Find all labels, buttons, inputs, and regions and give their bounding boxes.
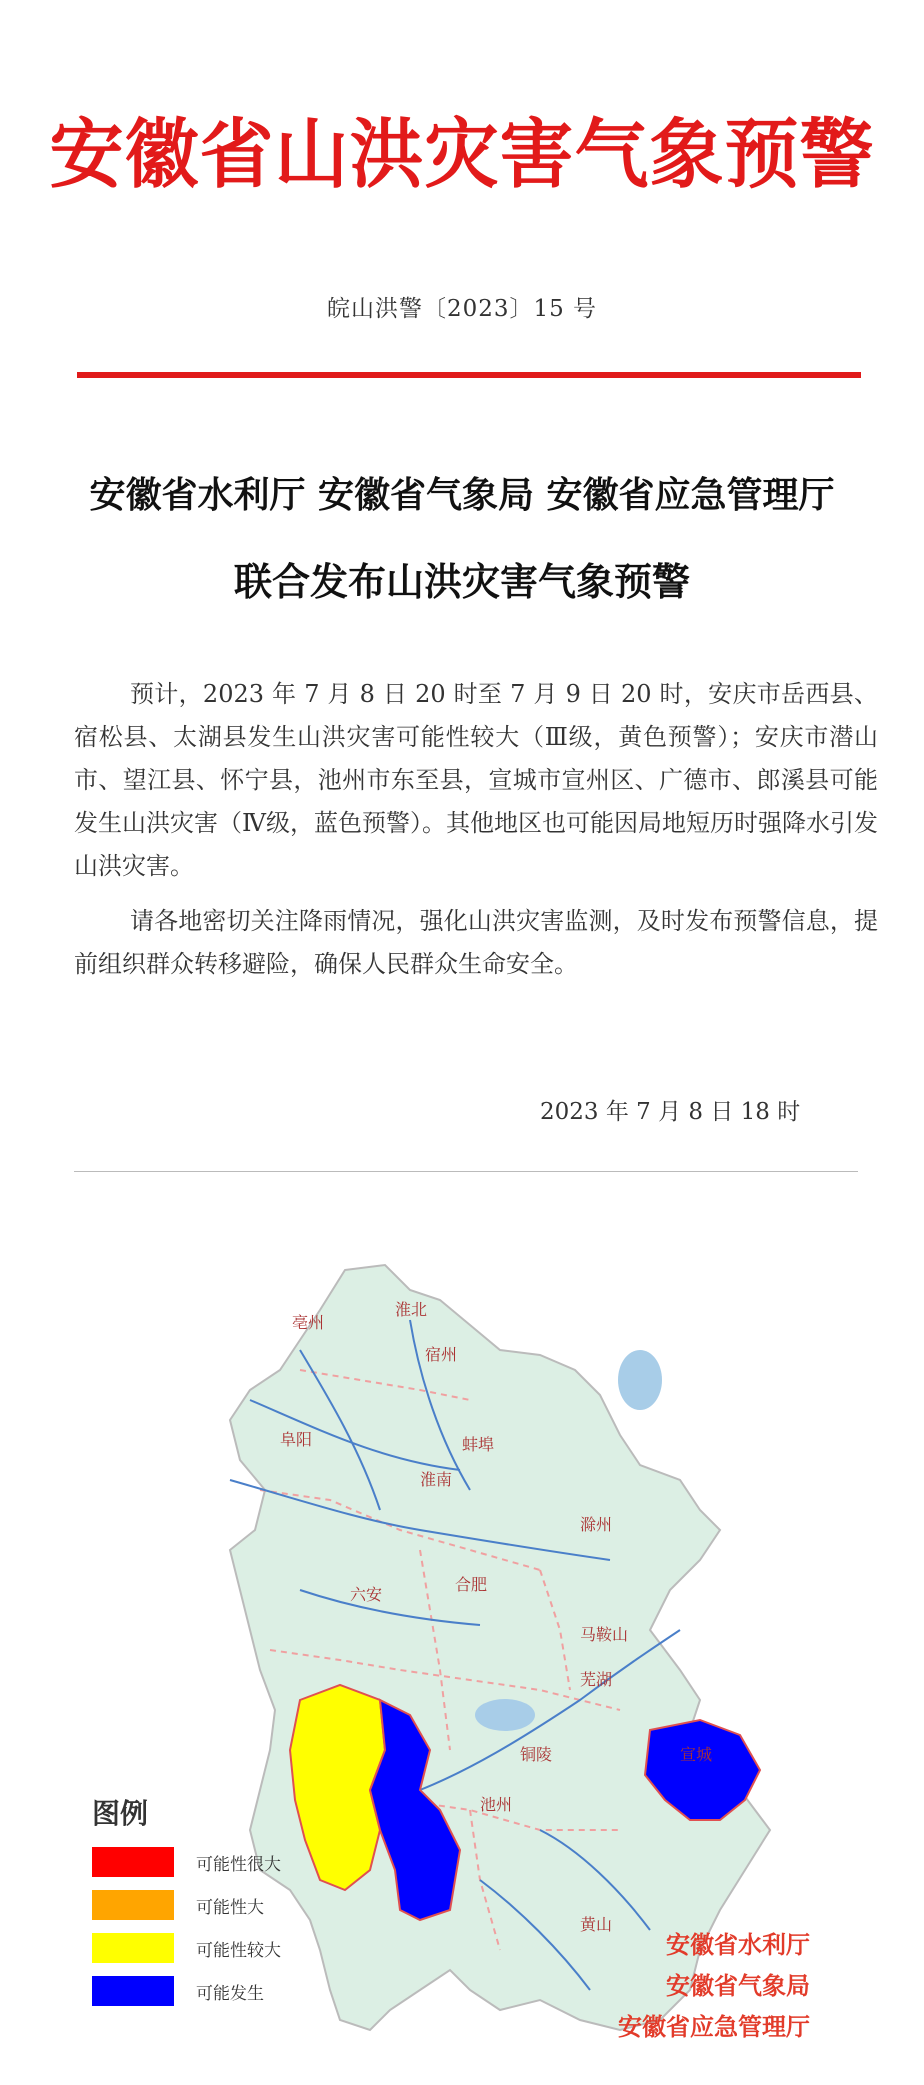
document-title: 安徽省山洪灾害气象预警	[49, 111, 875, 199]
document-number: 皖山洪警〔2023〕15 号	[326, 296, 598, 322]
legend-label: 可能发生	[196, 1983, 264, 2004]
city-label: 蚌埠	[462, 1435, 495, 1454]
legend-swatch-yellow	[92, 1933, 174, 1963]
city-label: 淮北	[395, 1300, 428, 1319]
legend-swatch-blue	[92, 1976, 174, 2006]
city-label: 淮南	[420, 1470, 453, 1489]
legend-label: 可能性较大	[196, 1940, 281, 1961]
city-label: 马鞍山	[580, 1625, 629, 1644]
city-label: 滁州	[580, 1515, 613, 1534]
city-label: 铜陵	[520, 1745, 553, 1764]
hongze-lake	[618, 1350, 662, 1410]
advice-paragraph: 请各地密切关注降雨情况，强化山洪灾害监测，及时发布预警信息，提前组织群众转移避险，确保人民群众生命安全。	[74, 907, 878, 978]
gray-divider	[74, 1171, 858, 1172]
city-label: 黄山	[580, 1915, 613, 1934]
legend-item	[92, 1846, 281, 1878]
city-label: 宣城	[680, 1745, 713, 1764]
headline-subtitle: 联合发布山洪灾害气象预警	[233, 559, 690, 604]
issuing-agencies: 安徽省水利厅 安徽省气象局 安徽省应急管理厅	[89, 474, 835, 516]
chaohu-lake	[475, 1699, 535, 1731]
city-label: 阜阳	[280, 1430, 313, 1449]
city-label: 芜湖	[580, 1670, 613, 1689]
issue-date: 2023 年 7 月 8 日 18 时	[540, 1099, 801, 1125]
legend-swatch-orange	[92, 1890, 174, 1920]
city-label: 亳州	[292, 1313, 325, 1332]
legend-title: 图例	[92, 1797, 149, 1830]
legend-swatch-red	[92, 1847, 174, 1877]
city-label: 池州	[480, 1795, 513, 1814]
city-label: 宿州	[425, 1345, 458, 1364]
city-label: 六安	[350, 1585, 383, 1604]
red-divider	[77, 372, 861, 378]
forecast-paragraph: 预计，2023 年 7 月 8 日 20 时至 7 月 9 日 20 时，安庆市岳西县、宿松县、太湖县发生山洪灾害可能性较大（Ⅲ级，黄色预警）；安庆市潜山市、望江县、怀宁县，池州市东至县，宣城市宣州区、广德市、郎溪县可能发生山洪灾害（Ⅳ级，蓝色预警）。其他地区也可能因局地短历时强降水引发山洪灾害。	[74, 680, 878, 880]
legend-item	[92, 1975, 264, 2007]
signature-emergency: 安徽省应急管理厅	[618, 2012, 810, 2041]
legend-item	[92, 1889, 264, 1921]
legend-item	[92, 1932, 281, 1964]
signature-meteorological: 安徽省气象局	[666, 1971, 810, 2000]
city-label: 合肥	[455, 1575, 488, 1594]
province-outline	[230, 1265, 770, 2030]
signature-water-resources: 安徽省水利厅	[666, 1930, 810, 1959]
legend-label: 可能性大	[196, 1897, 264, 1918]
legend-label: 可能性很大	[196, 1854, 281, 1875]
